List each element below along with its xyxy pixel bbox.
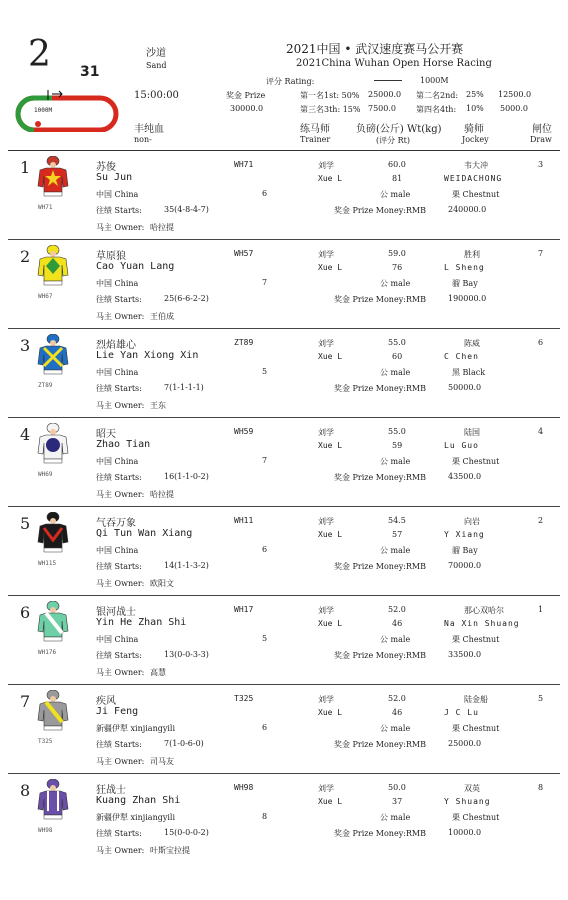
owner-name: 王伯成 xyxy=(150,312,174,321)
starts-label: 往绩 Starts: xyxy=(96,473,142,482)
prize-money-label: 奖金 Prize Money:RMB xyxy=(334,473,427,482)
first-label: 第一名1st: 50% xyxy=(300,91,360,100)
race-sub-number: 31 xyxy=(80,64,100,80)
weight: 55.0 xyxy=(388,427,406,436)
horse-origin: 中国 China xyxy=(96,457,139,466)
prize-money-label: 奖金 Prize Money:RMB xyxy=(334,829,427,838)
horse-sex: 公 male xyxy=(380,546,411,555)
starts-label: 往绩 Starts: xyxy=(96,829,142,838)
draw-number: 8 xyxy=(538,783,544,792)
race-number: 2 xyxy=(28,34,51,75)
prize-money-label: 奖金 Prize Money:RMB xyxy=(334,562,427,571)
horse-color: 骝 Bay xyxy=(452,546,478,555)
weight: 55.0 xyxy=(388,338,406,347)
horse-color: 骝 Bay xyxy=(452,279,478,288)
trainer-cn: 刘学 xyxy=(318,517,334,526)
prize-money-label: 奖金 Prize Money:RMB xyxy=(334,740,427,749)
track-map xyxy=(12,88,122,132)
horse-name-cn: 昭天 xyxy=(96,429,116,440)
trainer-cn: 刘学 xyxy=(318,161,334,170)
starts-label: 往绩 Starts: xyxy=(96,740,142,749)
jockey-cn: 向岩 xyxy=(464,517,480,526)
runner-divider xyxy=(8,506,560,507)
jockey-en: Y Shuang xyxy=(444,797,491,806)
silk-code: ZT89 xyxy=(38,382,53,389)
runner-number: 4 xyxy=(20,425,31,444)
race-time: 15:00:00 xyxy=(134,90,179,101)
second-pct: 25% xyxy=(466,90,484,99)
runner-divider xyxy=(8,595,560,596)
jockey-cn: 那心双哈尔 xyxy=(464,606,504,615)
weight: 50.0 xyxy=(388,783,406,792)
horse-code: WH59 xyxy=(234,427,254,436)
runner-number: 1 xyxy=(20,158,31,177)
owner-label: 马主 Owner: xyxy=(96,846,145,855)
horse-name-cn: 烈焰雄心 xyxy=(96,340,136,351)
jockey-silk-icon xyxy=(36,690,70,736)
trainer-en: Xue L xyxy=(318,441,343,450)
runner-number: 5 xyxy=(20,514,31,533)
horse-color: 栗 Chestnut xyxy=(452,813,500,822)
horse-origin: 中国 China xyxy=(96,635,139,644)
starts-record: 13(0-0-3-3) xyxy=(164,650,209,659)
weight: 52.0 xyxy=(388,605,406,614)
runner-number: 6 xyxy=(20,603,31,622)
horse-sex: 公 male xyxy=(380,457,411,466)
horse-origin: 中国 China xyxy=(96,546,139,555)
horse-code: WH17 xyxy=(234,605,254,614)
prize-money-label: 奖金 Prize Money:RMB xyxy=(334,295,427,304)
trainer-cn: 刘学 xyxy=(318,695,334,704)
race-title-cn: 2021中国 • 武汉速度赛马公开赛 xyxy=(286,42,464,56)
owner-name: 哈拉提 xyxy=(150,490,174,499)
jockey-cn: 韦大冲 xyxy=(464,161,488,170)
trainer-en: Xue L xyxy=(318,352,343,361)
draw-number: 3 xyxy=(538,160,544,169)
horse-color: 黑 Black xyxy=(452,368,486,377)
prize-money: 43500.0 xyxy=(448,472,482,481)
runner-number: 7 xyxy=(20,692,31,711)
second-label: 第二名2nd: xyxy=(416,91,459,100)
runner-number: 2 xyxy=(20,247,31,266)
race-title-en: 2021China Wuhan Open Horse Racing xyxy=(296,58,492,69)
trainer-cn: 刘学 xyxy=(318,339,334,348)
col-draw-cn: 闸位 xyxy=(532,124,552,135)
horse-name-en: Lie Yan Xiong Xin xyxy=(96,350,199,361)
horse-name-en: Qi Tun Wan Xiang xyxy=(96,528,193,539)
silk-code: WH98 xyxy=(38,827,53,834)
horse-color: 栗 Chestnut xyxy=(452,457,500,466)
silk-code: WH176 xyxy=(38,649,57,656)
jockey-en: Lu Guo xyxy=(444,441,479,450)
horse-sex: 公 male xyxy=(380,190,411,199)
horse-origin: 新疆伊犁 xinjiangyili xyxy=(96,813,176,822)
trainer-cn: 刘学 xyxy=(318,784,334,793)
starts-label: 往绩 Starts: xyxy=(96,384,142,393)
track-type-cn: 沙道 xyxy=(146,48,166,59)
silk-code: WH71 xyxy=(38,204,53,211)
prize-money: 190000.0 xyxy=(448,294,487,303)
fourth-pct: 10% xyxy=(466,104,484,113)
runner-divider xyxy=(8,417,560,418)
runner-row xyxy=(0,330,568,419)
runner-row xyxy=(0,775,568,864)
prize-money: 50000.0 xyxy=(448,383,482,392)
prize-money: 70000.0 xyxy=(448,561,482,570)
horse-age: 5 xyxy=(262,634,268,643)
starts-label: 往绩 Starts: xyxy=(96,206,142,215)
weight: 52.0 xyxy=(388,694,406,703)
horse-age: 7 xyxy=(262,278,268,287)
horse-age: 8 xyxy=(262,812,268,821)
runner-row xyxy=(0,508,568,597)
col-weight-en: (评分 Rt) xyxy=(376,136,411,145)
runner-number: 3 xyxy=(20,336,31,355)
starts-record: 15(0-0-0-2) xyxy=(164,828,209,837)
draw-number: 2 xyxy=(538,516,544,525)
distance: 1000M xyxy=(420,76,449,85)
jockey-silk-icon xyxy=(36,423,70,469)
weight: 59.0 xyxy=(388,249,406,258)
jockey-silk-icon xyxy=(36,156,70,202)
class-cn: 丰纯血 xyxy=(134,124,164,135)
horse-name-cn: 疾风 xyxy=(96,696,116,707)
silk-code: T325 xyxy=(38,738,53,745)
jockey-silk-icon xyxy=(36,601,70,647)
owner-label: 马主 Owner: xyxy=(96,579,145,588)
owner-name: 高慧 xyxy=(150,668,166,677)
third-value: 7500.0 xyxy=(368,104,396,113)
third-label: 第三名3th: 15% xyxy=(300,105,361,114)
owner-label: 马主 Owner: xyxy=(96,223,145,232)
owner-label: 马主 Owner: xyxy=(96,668,145,677)
track-type-en: Sand xyxy=(146,61,167,70)
rating: 57 xyxy=(392,530,403,539)
jockey-en: L Sheng xyxy=(444,263,485,272)
track-map-svg xyxy=(12,88,122,132)
col-trainer-en: Trainer xyxy=(300,135,331,144)
runner-row xyxy=(0,241,568,330)
horse-name-en: Ji Feng xyxy=(96,706,139,717)
jockey-en: WEIDACHONG xyxy=(444,174,503,183)
runner-number: 8 xyxy=(20,781,31,800)
jockey-silk-icon xyxy=(36,512,70,558)
horse-age: 6 xyxy=(262,189,268,198)
owner-label: 马主 Owner: xyxy=(96,401,145,410)
horse-name-en: Su Jun xyxy=(96,172,133,183)
horse-age: 6 xyxy=(262,545,268,554)
jockey-cn: 双英 xyxy=(464,784,480,793)
prize-money: 33500.0 xyxy=(448,650,482,659)
jockey-en: C Chen xyxy=(444,352,479,361)
horse-age: 6 xyxy=(262,723,268,732)
horse-age: 5 xyxy=(262,367,268,376)
class-en: non- xyxy=(134,135,152,144)
horse-name-cn: 苏俊 xyxy=(96,162,116,173)
silk-code: WH69 xyxy=(38,471,53,478)
horse-code: WH57 xyxy=(234,249,254,258)
horse-name-en: Cao Yuan Lang xyxy=(96,261,175,272)
prize-money: 25000.0 xyxy=(448,739,482,748)
rating: 59 xyxy=(392,441,403,450)
starts-record: 25(6-6-2-2) xyxy=(164,294,209,303)
trainer-en: Xue L xyxy=(318,174,343,183)
horse-name-en: Zhao Tian xyxy=(96,439,151,450)
owner-name: 欧阳文 xyxy=(150,579,174,588)
owner-name: 司马友 xyxy=(150,757,174,766)
horse-origin: 中国 China xyxy=(96,368,139,377)
owner-name: 哈拉提 xyxy=(150,223,174,232)
col-draw-en: Draw xyxy=(530,135,552,144)
rating: 60 xyxy=(392,352,403,361)
runner-row xyxy=(0,419,568,508)
col-jockey-cn: 骑师 xyxy=(464,124,484,135)
horse-code: WH98 xyxy=(234,783,254,792)
jockey-silk-icon xyxy=(36,779,70,825)
runner-divider xyxy=(8,684,560,685)
horse-name-en: Yin He Zhan Shi xyxy=(96,617,187,628)
draw-number: 6 xyxy=(538,338,544,347)
horse-sex: 公 male xyxy=(380,279,411,288)
owner-label: 马主 Owner: xyxy=(96,312,145,321)
runner-divider xyxy=(8,773,560,774)
col-jockey-en: Jockey xyxy=(462,135,489,144)
rating-blank xyxy=(374,80,402,81)
jockey-en: J C Lu xyxy=(444,708,479,717)
horse-origin: 中国 China xyxy=(96,279,139,288)
draw-number: 5 xyxy=(538,694,544,703)
starts-record: 35(4-8-4-7) xyxy=(164,205,209,214)
prize-money: 240000.0 xyxy=(448,205,487,214)
col-trainer-cn: 练马师 xyxy=(300,124,330,135)
jockey-cn: 陆金船 xyxy=(464,695,488,704)
runner-divider xyxy=(8,239,560,240)
rating-label: 评分 Rating: xyxy=(266,77,315,86)
horse-origin: 中国 China xyxy=(96,190,139,199)
trainer-cn: 刘学 xyxy=(318,428,334,437)
horse-name-cn: 狂战士 xyxy=(96,785,126,796)
weight: 54.5 xyxy=(388,516,406,525)
trainer-en: Xue L xyxy=(318,619,343,628)
jockey-cn: 陆国 xyxy=(464,428,480,437)
owner-label: 马主 Owner: xyxy=(96,490,145,499)
owner-name: 叶斯宝拉提 xyxy=(150,846,190,855)
draw-number: 1 xyxy=(538,605,544,614)
runner-divider xyxy=(8,328,560,329)
starts-record: 7(1-1-1-1) xyxy=(164,383,204,392)
header-divider xyxy=(8,150,560,151)
starts-record: 14(1-1-3-2) xyxy=(164,561,209,570)
silk-code: WH67 xyxy=(38,293,53,300)
draw-number: 4 xyxy=(538,427,544,436)
starts-record: 7(1-0-6-0) xyxy=(164,739,204,748)
second-value: 12500.0 xyxy=(498,90,532,99)
jockey-silk-icon xyxy=(36,334,70,380)
horse-color: 栗 Chestnut xyxy=(452,724,500,733)
starts-record: 16(1-1-0-2) xyxy=(164,472,209,481)
trainer-en: Xue L xyxy=(318,530,343,539)
rating: 37 xyxy=(392,797,403,806)
horse-code: WH11 xyxy=(234,516,254,525)
horse-sex: 公 male xyxy=(380,635,411,644)
horse-code: ZT89 xyxy=(234,338,254,347)
jockey-en: Y Xiang xyxy=(444,530,485,539)
runner-row xyxy=(0,686,568,775)
jockey-cn: 胜利 xyxy=(464,250,480,259)
prize-label: 奖金 Prize xyxy=(226,91,266,100)
fourth-label: 第四名4th: xyxy=(416,105,457,114)
fourth-value: 5000.0 xyxy=(500,104,528,113)
first-value: 25000.0 xyxy=(368,90,402,99)
horse-origin: 新疆伊犁 xinjiangyili xyxy=(96,724,176,733)
starts-label: 往绩 Starts: xyxy=(96,562,142,571)
starts-label: 往绩 Starts: xyxy=(96,651,142,660)
prize-money: 10000.0 xyxy=(448,828,482,837)
horse-name-en: Kuang Zhan Shi xyxy=(96,795,181,806)
draw-number: 7 xyxy=(538,249,544,258)
weight: 60.0 xyxy=(388,160,406,169)
rating: 46 xyxy=(392,619,403,628)
horse-age: 7 xyxy=(262,456,268,465)
trainer-en: Xue L xyxy=(318,708,343,717)
horse-code: WH71 xyxy=(234,160,254,169)
prize-money-label: 奖金 Prize Money:RMB xyxy=(334,384,427,393)
starts-label: 往绩 Starts: xyxy=(96,295,142,304)
trainer-cn: 刘学 xyxy=(318,606,334,615)
prize-money-label: 奖金 Prize Money:RMB xyxy=(334,206,427,215)
horse-color: 栗 Chestnut xyxy=(452,635,500,644)
horse-sex: 公 male xyxy=(380,724,411,733)
owner-label: 马主 Owner: xyxy=(96,757,145,766)
col-weight-cn: 负磅(公斤) Wt(kg) xyxy=(356,124,442,135)
prize-money-label: 奖金 Prize Money:RMB xyxy=(334,651,427,660)
horse-name-cn: 草原狼 xyxy=(96,251,126,262)
horse-sex: 公 male xyxy=(380,813,411,822)
prize-value: 30000.0 xyxy=(230,104,264,113)
silk-code: WH115 xyxy=(38,560,57,567)
rating: 46 xyxy=(392,708,403,717)
runner-row xyxy=(0,597,568,686)
trainer-cn: 刘学 xyxy=(318,250,334,259)
jockey-en: Na Xin Shuang xyxy=(444,619,520,628)
horse-color: 栗 Chestnut xyxy=(452,190,500,199)
jockey-silk-icon xyxy=(36,245,70,291)
rating: 76 xyxy=(392,263,403,272)
owner-name: 王东 xyxy=(150,401,166,410)
runner-row xyxy=(0,152,568,241)
jockey-cn: 陈威 xyxy=(464,339,480,348)
horse-sex: 公 male xyxy=(380,368,411,377)
rating: 81 xyxy=(392,174,403,183)
track-map-distance: 1000M xyxy=(34,107,53,114)
trainer-en: Xue L xyxy=(318,263,343,272)
horse-name-cn: 银河战士 xyxy=(96,607,136,618)
trainer-en: Xue L xyxy=(318,797,343,806)
horse-name-cn: 气吞万象 xyxy=(96,518,136,529)
horse-code: T325 xyxy=(234,694,254,703)
